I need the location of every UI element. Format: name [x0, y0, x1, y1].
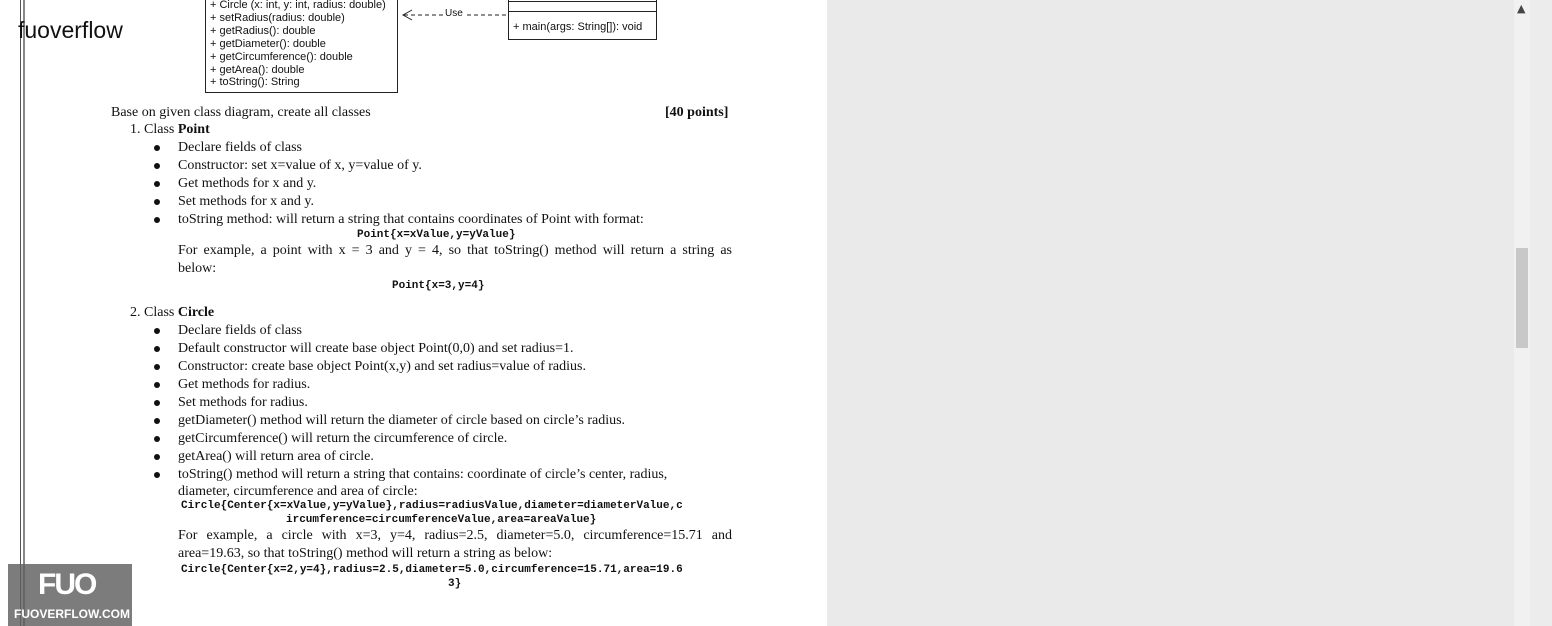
- intro-text: Base on given class diagram, create all classes: [111, 105, 371, 120]
- uml-operation: + main(args: String[]): void: [513, 21, 643, 33]
- example-output-code: Circle{Center{x=2,y=4},radius=2.5,diameter=5.0,circumference=15.71,area=19.6: [181, 564, 683, 576]
- bullet-item: Constructor: create base object Point(x,y) and set radius=value of radius.: [178, 359, 586, 374]
- bullet-dot: [154, 472, 160, 478]
- uml-class-main: [508, 0, 657, 40]
- bullet-item: Declare fields of class: [178, 140, 302, 155]
- bullet-dot: [154, 145, 160, 151]
- example-text: below:: [178, 261, 217, 276]
- uml-separator: [509, 1, 656, 2]
- format-code: Circle{Center{x=xValue,y=yValue},radius=radiusValue,diameter=diameterValue,c: [181, 500, 683, 512]
- bullet-item: toString() method will return a string that contains: coordinate of circle’s center, radius,: [178, 467, 668, 482]
- fuo-logo-text: FUOVERFLOW.COM: [14, 607, 130, 621]
- format-code: ircumference=circumferenceValue,area=areaValue}: [286, 514, 597, 526]
- uml-operation: + Circle (x: int, y: int, radius: double): [210, 0, 386, 11]
- bullet-item: getCircumference() will return the circumference of circle.: [178, 431, 508, 446]
- bullet-item: Default constructor will create base object Point(0,0) and set radius=1.: [178, 341, 574, 356]
- example-output-code: Point{x=3,y=4}: [392, 280, 485, 292]
- points-label: [40 points]: [665, 105, 729, 120]
- vertical-scrollbar[interactable]: [1514, 0, 1530, 626]
- example-text: For example, a circle with x=3, y=4, radius=2.5, diameter=5.0, circumference=15.71 and: [178, 528, 732, 543]
- example-text: For example, a point with x = 3 and y = 4, so that toString() method will return a string as: [178, 243, 732, 258]
- section-heading-circle: 2. Class Circle: [130, 305, 215, 320]
- margin-line: [23, 0, 25, 626]
- scrollbar-thumb[interactable]: [1516, 248, 1528, 348]
- bullet-dot: [154, 328, 160, 334]
- scroll-up-icon[interactable]: ▲: [1517, 2, 1526, 15]
- uml-operation: + getCircumference(): double: [210, 50, 353, 63]
- bullet-dot: [154, 364, 160, 370]
- section-heading-point: 1. Class Point: [130, 122, 210, 137]
- bullet-dot: [154, 418, 160, 424]
- fuo-logo-mark: FUO: [38, 568, 96, 601]
- example-text: area=19.63, so that toString() method will return a string as below:: [178, 546, 553, 561]
- left-margin: [0, 0, 34, 626]
- uml-class-circle: [205, 0, 398, 93]
- bullet-item: Constructor: set x=value of x, y=value of y.: [178, 158, 422, 173]
- bullet-dot: [154, 346, 160, 352]
- site-brand[interactable]: fuoverflow: [18, 17, 123, 43]
- bullet-item: Declare fields of class: [178, 323, 302, 338]
- bullet-dot: [154, 436, 160, 442]
- format-code: Point{x=xValue,y=yValue}: [357, 229, 516, 241]
- bullet-item: getDiameter() method will return the diameter of circle based on circle’s radius.: [178, 413, 626, 428]
- bullet-item: Set methods for x and y.: [178, 194, 314, 209]
- uml-operation: + getDiameter(): double: [210, 37, 326, 50]
- uml-operation: + setRadius(radius: double): [210, 11, 345, 24]
- bullet-dot: [154, 400, 160, 406]
- margin-line: [20, 0, 21, 626]
- bullet-item-continuation: diameter, circumference and area of circle:: [178, 484, 418, 499]
- uml-use-label: Use: [445, 8, 463, 19]
- uml-operation: + getRadius(): double: [210, 24, 316, 37]
- bullet-item: Get methods for radius.: [178, 377, 311, 392]
- bullet-item: toString method: will return a string that contains coordinates of Point with format:: [178, 212, 644, 227]
- right-gutter: [1530, 0, 1552, 626]
- bullet-item: getArea() will return area of circle.: [178, 449, 374, 464]
- bullet-dot: [154, 181, 160, 187]
- example-output-code: 3}: [448, 578, 462, 590]
- bullet-dot: [154, 454, 160, 460]
- fuoverflow-watermark: [8, 564, 132, 626]
- bullet-item: Get methods for x and y.: [178, 176, 317, 191]
- bullet-dot: [154, 163, 160, 169]
- bullet-dot: [154, 382, 160, 388]
- bullet-dot: [154, 217, 160, 223]
- uml-separator: [509, 11, 656, 12]
- uml-operation: + toString(): String: [210, 76, 300, 89]
- uml-operation: + getArea(): double: [210, 63, 305, 76]
- bullet-item: Set methods for radius.: [178, 395, 308, 410]
- bullet-dot: [154, 199, 160, 205]
